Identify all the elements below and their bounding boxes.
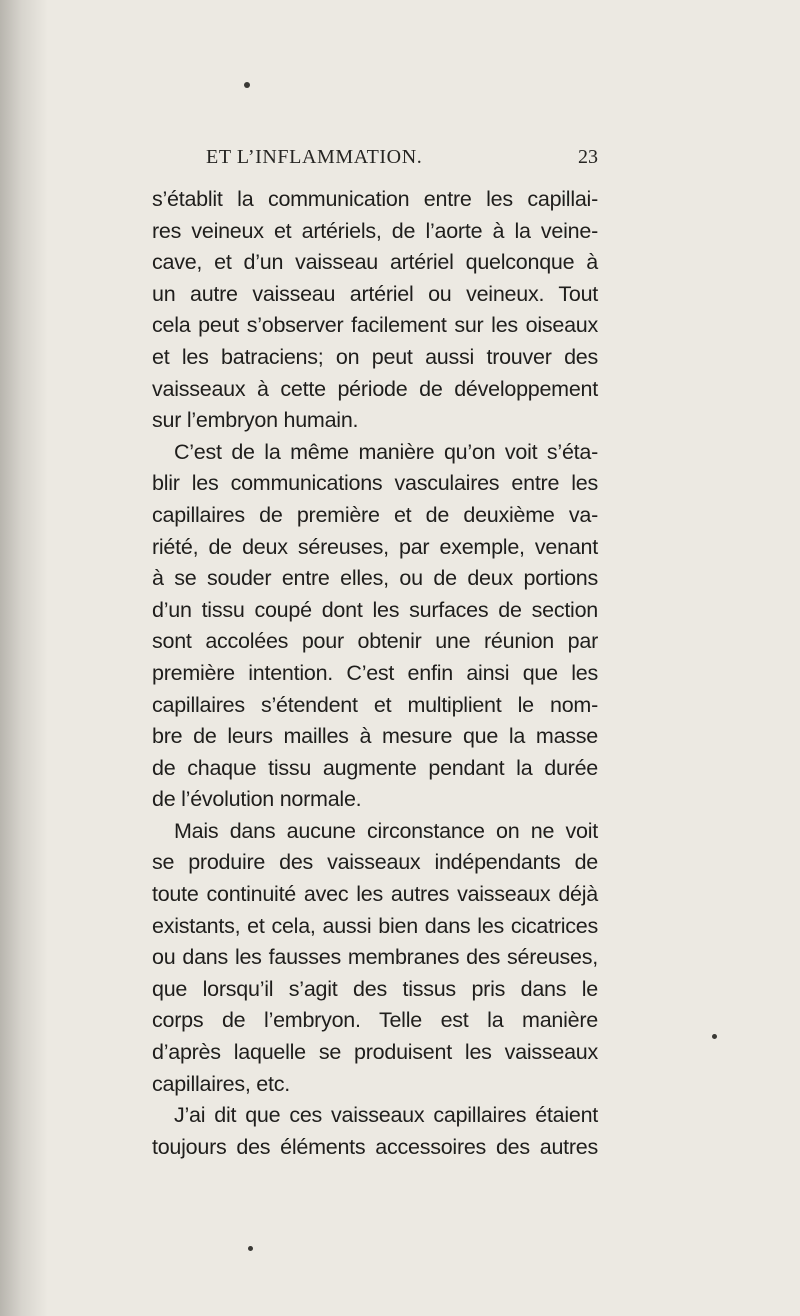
text-line: que lorsqu’il s’agit des tissus pris dans le: [152, 976, 598, 1001]
text-line: d’un tissu coupé dont les surfaces de section: [152, 597, 598, 622]
text-line: toujours des éléments accessoires des autres: [152, 1134, 598, 1159]
text-line: première intention. C’est enfin ainsi que les: [152, 660, 598, 685]
page-header: [206, 146, 598, 172]
text-line: s’établit la communication entre les capillai-: [152, 187, 598, 211]
text-line: J’ai dit que ces vaisseaux capillaires étaient: [174, 1103, 598, 1128]
text-line: de chaque tissu augmente pendant la durée: [152, 755, 598, 780]
text-line: C’est de la même manière qu’on voit s’éta-: [174, 439, 598, 464]
text-line: se produire des vaisseaux indépendants de: [152, 850, 598, 875]
text-line: corps de l’embryon. Telle est la manière: [152, 1008, 598, 1033]
text-line: capillaires de première et de deuxième va-: [152, 502, 598, 527]
text-line: de l’évolution normale.: [152, 787, 362, 812]
text-line: res veineux et artériels, de l’aorte à la veine-: [152, 218, 598, 243]
text-line: toute continuité avec les autres vaisseaux déjà: [152, 882, 598, 907]
text-line: d’après laquelle se produisent les vaisseaux: [152, 1040, 598, 1065]
text-line: existants, et cela, aussi bien dans les cicatrices: [152, 913, 598, 938]
body-text: [152, 184, 598, 1163]
text-line: capillaires s’étendent et multiplient le nom-: [152, 692, 598, 717]
text-line: sur l’embryon humain.: [152, 408, 359, 433]
page-edge-shadow: [0, 0, 48, 1316]
text-line: et les batraciens; on peut aussi trouver des: [152, 344, 598, 369]
text-line: cave, et d’un vaisseau artériel quelconque à: [152, 250, 598, 275]
text-line: capillaires, etc.: [152, 1071, 290, 1096]
running-head: ET L’INFLAMMATION.: [206, 146, 423, 168]
text-line: un autre vaisseau artériel ou veineux. Tout: [152, 281, 598, 306]
paper-speck: [712, 1034, 717, 1039]
text-line: riété, de deux séreuses, par exemple, venant: [152, 534, 598, 559]
text-line: sont accolées pour obtenir une réunion par: [152, 629, 598, 654]
text-line: à se souder entre elles, ou de deux portions: [152, 566, 598, 591]
text-line: ou dans les fausses membranes des séreuses,: [152, 945, 598, 970]
text-line: blir les communications vasculaires entre les: [152, 471, 598, 496]
text-line: bre de leurs mailles à mesure que la masse: [152, 724, 598, 749]
paper-speck: [248, 1246, 253, 1251]
paper-speck: [244, 82, 250, 88]
text-line: vaisseaux à cette période de développement: [152, 376, 598, 401]
text-line: cela peut s’observer facilement sur les oiseaux: [152, 313, 598, 338]
page-number: 23: [578, 146, 598, 168]
text-line: Mais dans aucune circonstance on ne voit: [174, 818, 598, 843]
